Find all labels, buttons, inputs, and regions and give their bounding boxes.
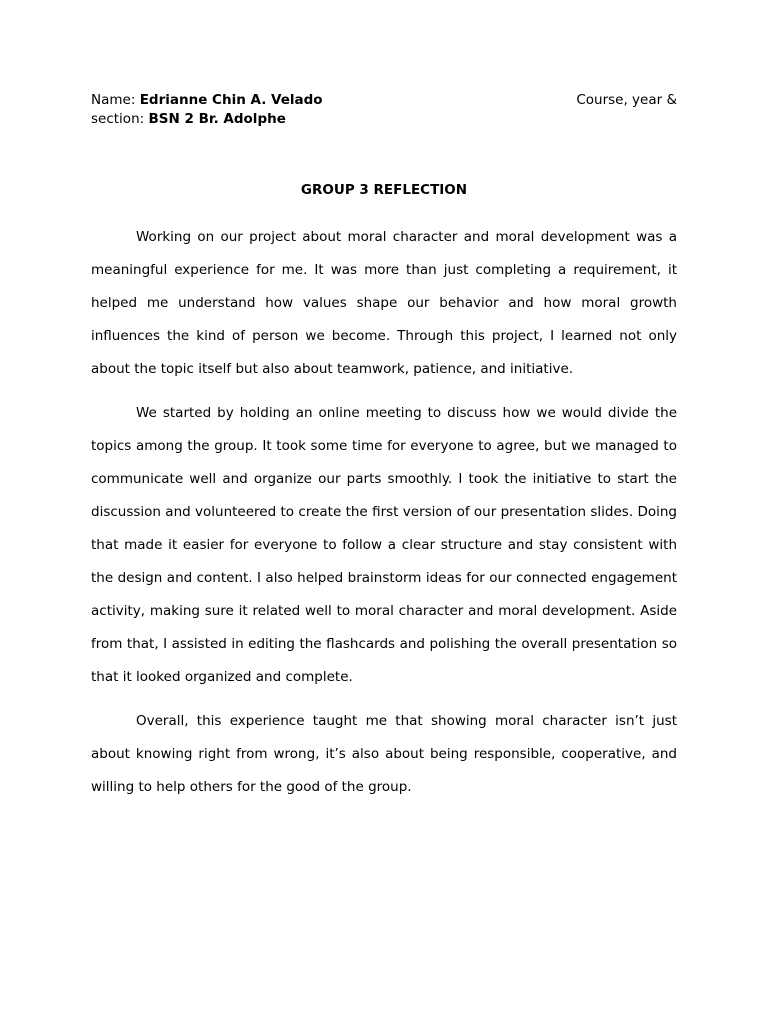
name-label: Name: <box>91 92 136 108</box>
document-body <box>91 221 677 815</box>
paragraph-2: We started by holding an online meeting to discuss how we would divide the topics among the group. It took some time for everyone to agree, but we managed to communicate well and organize our parts smoothly. I took the initiative to start the discussion and volunteered to create the first version of our presentation slides. Doing that made it easier for everyone to follow a clear structure and stay consistent with the design and content. I also helped brainstorm ideas for our connected engagement activity, making sure it related well to moral character and moral development. Aside from that, I assisted in editing the flashcards and polishing the overall presentation so that it looked organized and complete. <box>91 405 677 685</box>
header-line-2 <box>91 110 677 129</box>
course-label-part2: section: <box>91 111 145 127</box>
paragraph-3: Overall, this experience taught me that showing moral character isn’t just about knowing right from wrong, it’s also about being responsible, cooperative, and willing to help others for the good of the group. <box>91 713 677 795</box>
paragraph-1: Working on our project about moral character and moral development was a meaningful experience for me. It was more than just completing a requirement, it helped me understand how values shape our behavior and how moral growth influences the kind of person we become. Through this project, I learned not only about the topic itself but also about teamwork, patience, and initiative. <box>91 229 677 377</box>
name-field <box>91 91 323 110</box>
course-label-part1: Course, year & <box>576 92 677 108</box>
name-value: Edrianne Chin A. Velado <box>139 92 323 108</box>
header-line-1 <box>91 91 677 110</box>
course-value: BSN 2 Br. Adolphe <box>148 111 286 127</box>
document-title: GROUP 3 REFLECTION <box>300 182 468 198</box>
document-header <box>91 91 677 129</box>
